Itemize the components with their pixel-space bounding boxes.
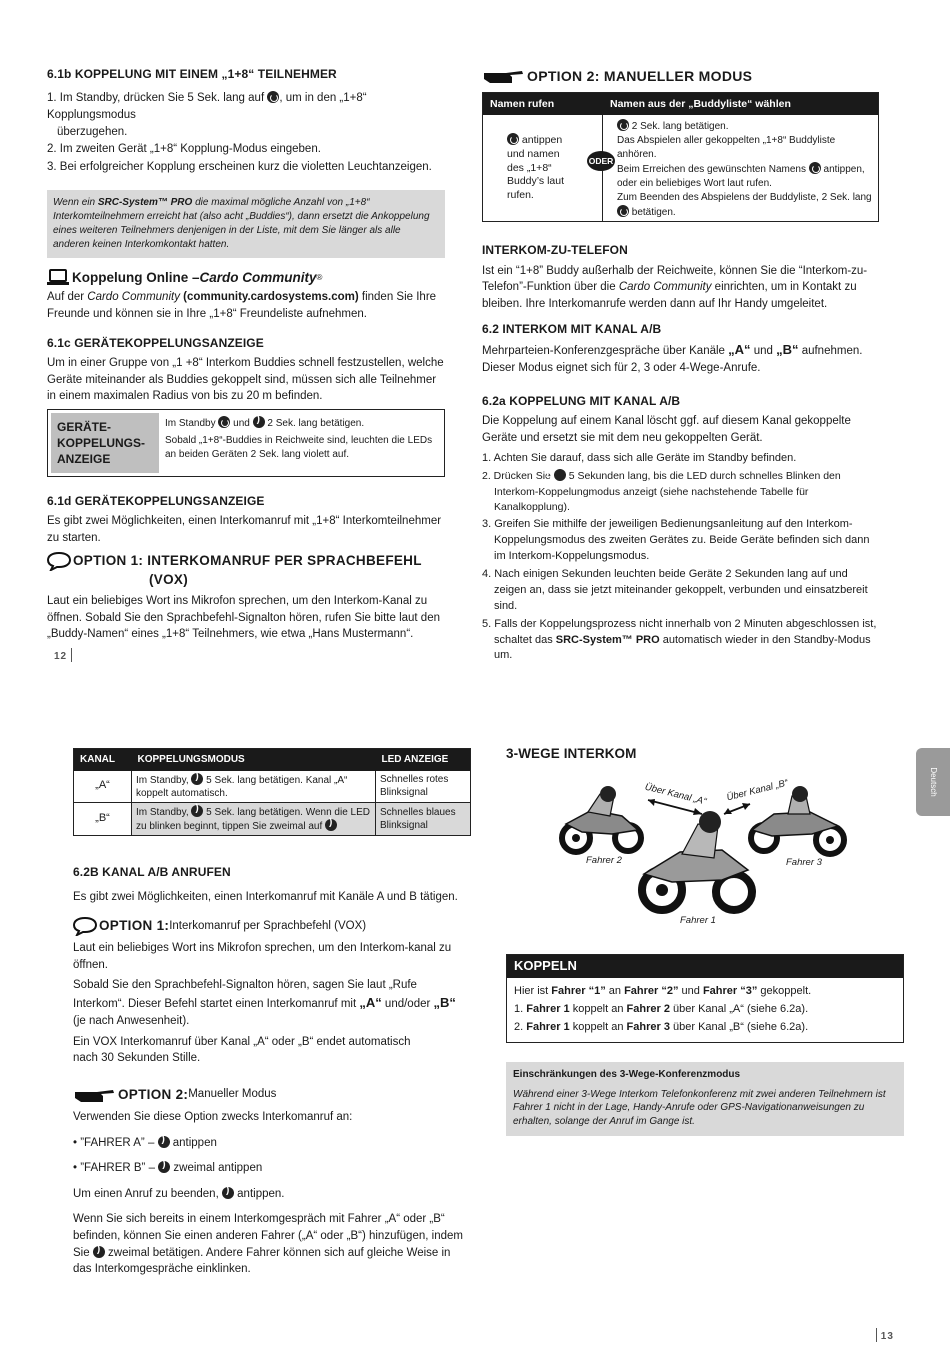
pairing-indicator-text: Im Standby und ) 2 Sek. lang betätigen. Sobald „1+8“-Buddies in Reichweite sind, leuchten die LEDs an beiden Geräten 2 Sek. lang violett auf. (159, 410, 444, 476)
rider-1-image (642, 811, 752, 910)
call-button-icon (218, 416, 230, 428)
option1-heading: OPTION 1: INTERKOMANRUF PER SPRACHBEFEHL (VOX) (47, 551, 445, 590)
table-row: „B“ Im Standby, ) 5 Sek. lang betätigen. Wenn die LED zu blinken beginnt, tippen Sie zweimal auf ) Schnelles blaues Blinksignal (74, 803, 471, 836)
manual-mode-table (482, 92, 879, 222)
option1-text: Laut ein beliebiges Wort ins Mikrofon sprechen, um den Interkom-Kanal zu öffnen. Sobald Sie den Sprachbefehl-Signalton hören, rufen Sie bitte laut den „Buddy-Namen“ eines „1+8“ Teilnehmers, wie etwa „Hans Mustermann“. (47, 594, 440, 641)
list-item: 3. Bei erfolgreicher Kopplung erscheinen kurz die violetten Leuchtanzeigen. (47, 161, 432, 174)
laptop-icon (47, 269, 69, 287)
intercom-button-icon (191, 805, 203, 817)
rider-2-label: Fahrer 2 (586, 855, 622, 866)
section-6-2a-title: 6.2a KOPPELUNG MIT KANAL A/B (482, 393, 681, 408)
table-header: KANAL KOPPELUNGSMODUS LED ANZEIGE (74, 749, 471, 771)
intercom-button-icon (191, 773, 203, 785)
page-number-right: 13 (876, 1328, 894, 1345)
list-item: • ”FAHRER B” – ) zweimal antippen (73, 1160, 471, 1177)
channel-b-label: Über Kanal „B“ (725, 777, 790, 804)
list-item: 2. Im zweiten Gerät „1+8“ Kopplung-Modus eingeben. (47, 143, 321, 156)
intercom-button-icon (253, 416, 265, 428)
channel-a-label: Über Kanal „A“ (643, 781, 708, 808)
call-button-icon (267, 91, 279, 103)
option1-heading-b: OPTION 1: Interkomanruf per Sprachbefehl (VOX) (73, 916, 471, 936)
list-item: überzugehen. (57, 125, 128, 138)
intercom-button-icon (93, 1246, 105, 1258)
table-row: antippen und namen des „1+8“ Buddy’s laut rufen. ODER 2 Sek. lang betätigen. Das Abspielen aller gekoppelten „1+8“ Buddyliste anhören. Beim Erreichen des gewünschten Namens antippen, oder ein beliebiges Wort laut rufen. Zum Beenden des Abspielens der Buddyliste, 2 Sek. lang betätigen. (483, 115, 878, 221)
three-way-title: 3-WEGE INTERKOM (506, 746, 637, 761)
limitation-box (506, 1062, 904, 1136)
call-button-icon (617, 119, 629, 131)
section-6-2a-list (482, 451, 882, 664)
list-item: • ”FAHRER A” – ) antippen (73, 1135, 471, 1152)
call-button-icon (809, 162, 821, 174)
section-6-1d-text: Es gibt zwei Möglichkeiten, einen Interkomanruf mit „1+8“ Interkomteilnehmer zu starten. (47, 515, 442, 545)
limitation-text: Während einer 3-Wege Interkom Telefonkonferenz mit zwei anderen Teilnehmern ist Fahrer 1 nicht in der Lage, Handy-Anrufe oder GPS-Navigationanweisungen zu erhalten, solange der Anruf im Gange ist. (513, 1088, 886, 1127)
pointing-hand-icon (73, 1086, 115, 1104)
koppeln-header: KOPPELN (507, 955, 903, 978)
section-6-2-text-2: Dieser Modus eignet sich für 2, 3 oder 4-Wege-Anrufe. (482, 361, 761, 374)
intercom-button-icon (325, 819, 337, 831)
pairing-indicator-label: GERÄTE-KOPPELUNGS-ANZEIGE (51, 413, 159, 473)
list-item: 1. Im Standby, drücken Sie 5 Sek. lang auf , um in den „1+8“ Kopplungsmodus (47, 92, 367, 122)
section-6-2b-title: 6.2B KANAL A/B ANRUFEN (73, 865, 231, 879)
option2b-end-text: Um einen Anruf zu beenden, ) antippen. (73, 1186, 471, 1203)
intercom-button-icon (222, 1187, 234, 1199)
or-badge: ODER (587, 151, 615, 171)
rider-2-image (562, 786, 641, 852)
list-item: 2. Fahrer 1 koppelt an Fahrer 3 über Kanal „B“ (siehe 6.2a). (514, 1021, 809, 1034)
option1b-text-3: Ein VOX Interkomanruf über Kanal „A“ oder „B“ endet automatisch nach 30 Sekunden Stille. (73, 1035, 411, 1065)
channel-table (73, 748, 471, 836)
intercom-button-icon (554, 469, 566, 481)
pairing-indicator-box (47, 409, 445, 477)
bottom-right-column (506, 744, 904, 764)
intercom-button-icon (158, 1136, 170, 1148)
section-6-1d-title: 6.1d GERÄTEKOPPELUNGSANZEIGE (47, 494, 265, 509)
section-6-1b-list (47, 90, 445, 175)
online-text-2: Freunde und können sie in Ihre „1+8“ Freundeliste aufnehmen. (47, 307, 367, 320)
option2-heading-b: OPTION 2: Manueller Modus (73, 1085, 471, 1105)
list-item: 1. Achten Sie darauf, dass sich alle Geräte im Standby befinden. (482, 452, 797, 465)
koppeln-intro: Hier ist Fahrer “1” an Fahrer “2” und Fahrer “3” gekoppelt. (514, 985, 812, 997)
pointing-hand-icon (482, 67, 524, 85)
language-tab[interactable]: Deutsch (916, 748, 950, 816)
list-item: 1. Fahrer 1 koppelt an Fahrer 2 über Kanal „A“ (siehe 6.2a). (514, 1003, 809, 1016)
rider-3-label: Fahrer 3 (786, 857, 822, 868)
note-box: Wenn ein SRC-System™ PRO die maximal mögliche Anzahl von „1+8“ Interkomteilnehmern erreicht hat (also acht „Buddies“), dann ersetzt die Ankoppelung eines weiteren Teilnehmers denjenigen in der Liste, mit dem Sie länger als alle anderen keinen Interkomkontakt hatten. (47, 190, 445, 258)
rider-1-label: Fahrer 1 (680, 915, 716, 926)
list-item: 3. Greifen Sie mithilfe der jeweiligen Bedienungsanleitung auf den Interkom-Koppelungsmodus des zweiten Gerätes zu. Beide Geräte befinden sich dann im Interkom-Koppelungsmodus. (482, 517, 870, 562)
speech-bubble-icon (47, 551, 71, 571)
left-top-column (47, 66, 445, 643)
riders-illustration (552, 778, 852, 930)
limitation-title: Einschränkungen des 3-Wege-Konferenzmodus (513, 1069, 741, 1080)
bottom-left-column (73, 748, 471, 1278)
option2-heading: OPTION 2: MANUELLER MODUS (482, 66, 882, 86)
interkom-telefon-text: Ist ein “1+8” Buddy außerhalb der Reichweite, können Sie die “Interkom-zu-Telefon”-Funktion über die Cardo Community einrichten, um in Kontakt zu bleiben. Ihre Interkomanrufe werden dann auf Ihr Handy umgeleitet. (482, 264, 868, 311)
koppeln-box (506, 954, 904, 1043)
section-6-2b-text: Es gibt zwei Möglichkeiten, einen Interkomanruf mit Kanäle A und B tätigen. (73, 891, 458, 904)
list-item: 5. Falls der Koppelungsprozess nicht innerhalb von 2 Minuten abgeschlossen ist, schaltet das SRC-System™ PRO automatisch wieder in den Standby-Modus um. (482, 617, 877, 662)
section-6-2-title: 6.2 INTERKOM MIT KANAL A/B (482, 321, 662, 336)
option1b-text-2: Sobald Sie den Sprachbefehl-Signalton hören, sagen Sie laut „Rufe Interkom“. Dieser Befehl startet einen Interkomanruf mit „A“ und/oder „B“ (je nach Anwesenheit). (73, 979, 456, 1027)
page-number-left: 12 (54, 648, 72, 665)
option1b-text-1: Laut ein beliebiges Wort ins Mikrofon sprechen, um den Interkom-kanal zu öffnen. (73, 942, 452, 971)
call-button-icon (617, 205, 629, 217)
right-top-column (482, 66, 882, 664)
online-heading: Koppelung Online – Cardo Community ® (47, 268, 445, 288)
option2b-text-1: Verwenden Sie diese Option zwecks Interkomanruf an: (73, 1110, 353, 1123)
rider-3-image (751, 786, 844, 854)
interkom-telefon-title: INTERKOM-ZU-TELEFON (482, 243, 628, 258)
call-button-icon (507, 133, 519, 145)
section-6-1c-text: Um in einer Gruppe von „1 +8“ Interkom Buddies schnell festzustellen, welche Geräte miteinander als Buddies gekoppelt sind, müssen sich alle Teilnehmer in einem maximalen Radius von bis zu 20 m befinden. (47, 357, 444, 403)
online-text: Auf der Cardo Community (community.cardosystems.com) finden Sie Ihre (47, 291, 437, 304)
option2b-text-2: Wenn Sie sich bereits in einem Interkomgespräch mit Fahrer „A“ oder „B“ befinden, können Sie einen anderen Fahrer („A“ oder „B“) hinzufügen, indem Sie ) zweimal betätigen. Andere Fahrer können sich auf gleiche Weise in das Interkomgespräche einklinken. (73, 1211, 471, 1278)
list-item: 4. Nach einigen Sekunden leuchten beide Geräte 2 Sekunden lang auf und zeigen an, dass sie jetzt miteinander gekoppelt, verbunden und einsatzbereit sind. (482, 567, 868, 612)
section-6-2a-text: Die Koppelung auf einem Kanal löscht ggf. auf diesem Kanal gekoppelte Geräte und ersetzt sie mit dem neu gekoppelten Gerät. (482, 415, 851, 444)
speech-bubble-icon (73, 916, 97, 936)
section-6-1b-title: 6.1b KOPPELUNG MIT EINEM „1+8“ TEILNEHMER (47, 67, 337, 81)
list-item: 2. Drücken Sie ) 5 Sekunden lang, bis die LED durch schnelles Blinken den Interkom-Koppelungmodus anzeigt (siehe nachstehende Tabelle für Kanalkopplung). (482, 469, 882, 515)
section-6-2-text: Mehrparteien-Konferenzgespräche über Kanäle „A“ und „B“ aufnehmen. (482, 342, 863, 358)
section-6-1c-title: 6.1c GERÄTEKOPPELUNGSANZEIGE (47, 335, 264, 350)
intercom-button-icon (158, 1161, 170, 1173)
table-row: „A“ Im Standby, ) 5 Sek. lang betätigen. Kanal „A“ koppelt automatisch. Schnelles rotes Blinksignal (74, 771, 471, 803)
table-header: Namen rufen Namen aus der „Buddyliste“ wählen (483, 93, 878, 115)
